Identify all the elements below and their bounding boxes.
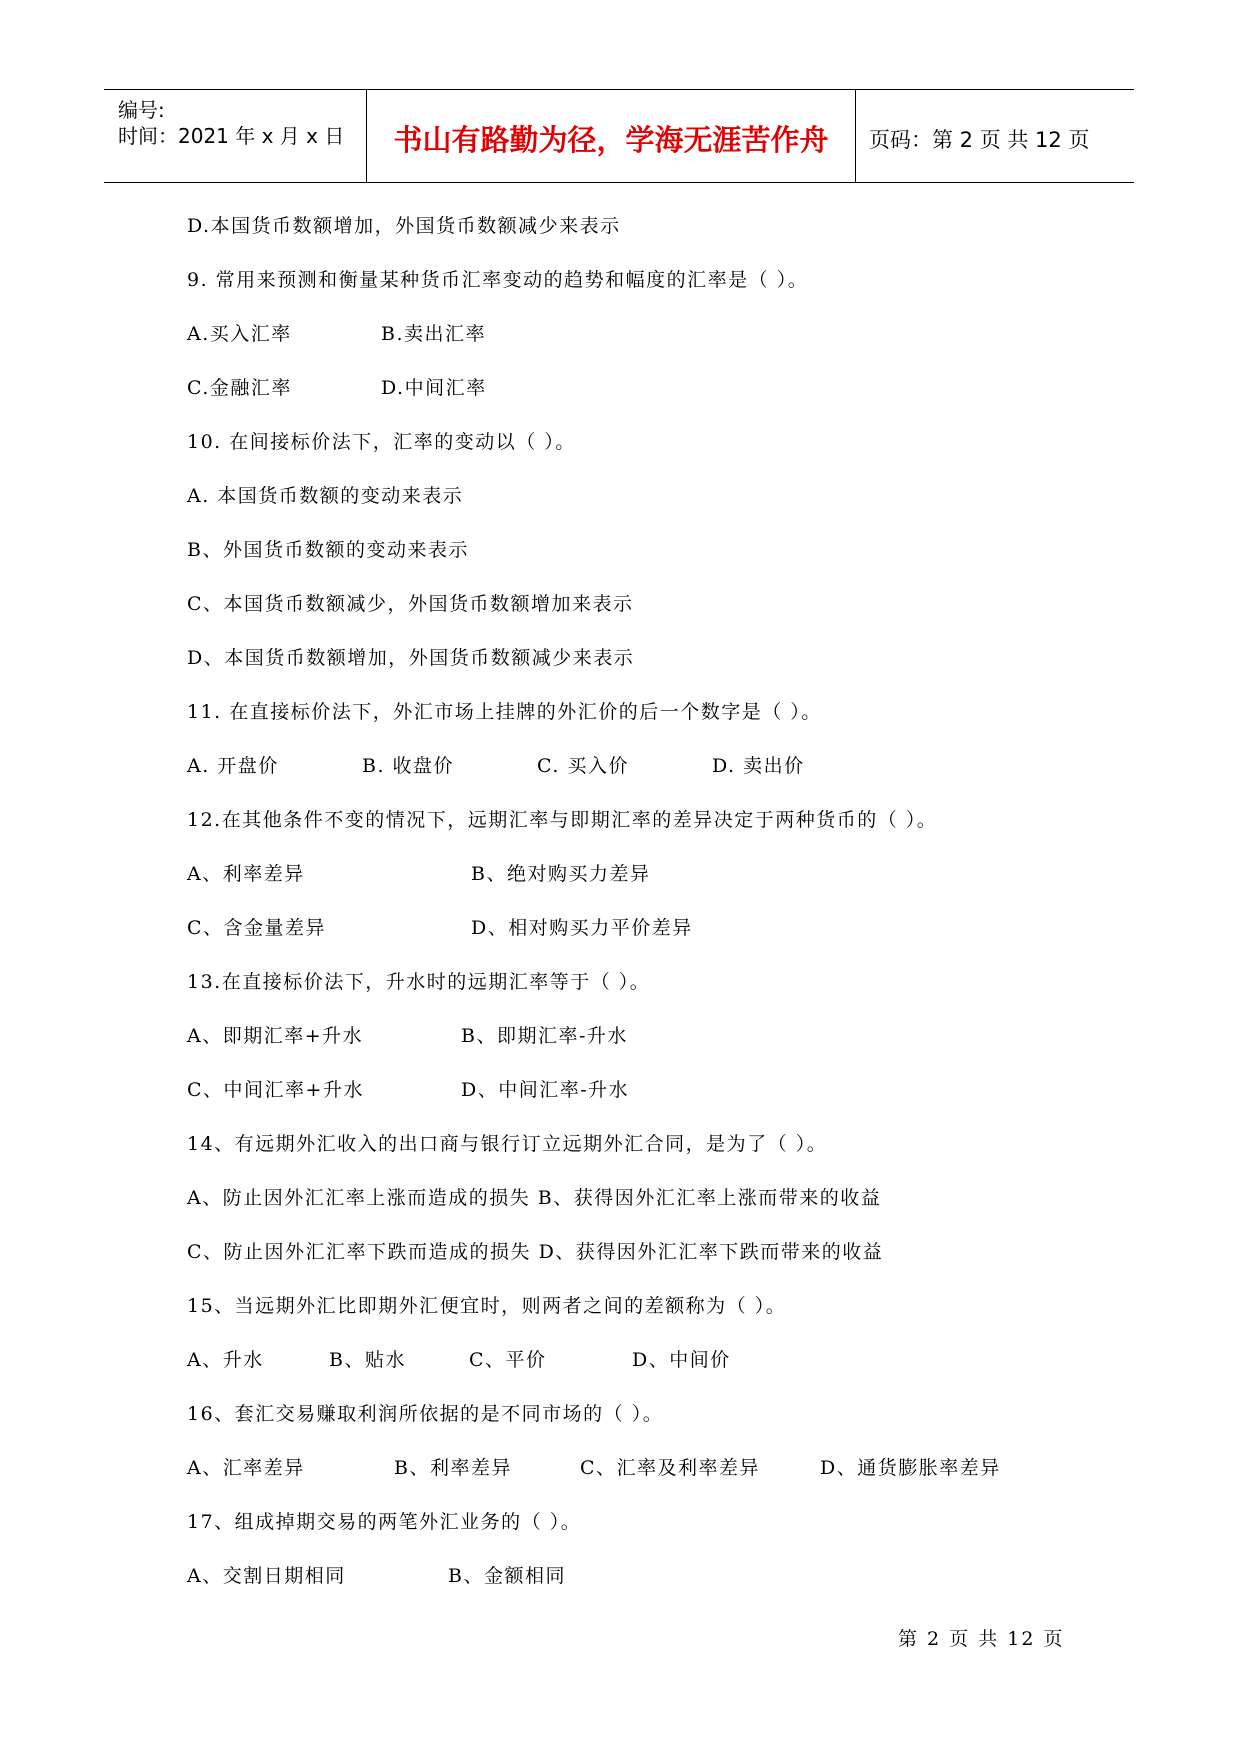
option-c: C、含金量差异	[187, 917, 327, 939]
document-time-label: 时间：2021 年 x 月 x 日	[118, 124, 345, 148]
page-header	[104, 89, 1134, 183]
option-b: B、贴水	[329, 1349, 406, 1371]
option-a: A、汇率差异	[187, 1457, 305, 1479]
option-c: C. 买入价	[537, 755, 629, 777]
option-b: B、绝对购买力差异	[471, 863, 651, 885]
option-d: D、中间汇率-升水	[461, 1079, 630, 1101]
option-d: D、中间价	[632, 1349, 731, 1371]
question-17: 17、组成掉期交易的两笔外汇业务的（ ）。	[187, 1511, 582, 1533]
option-b: B、利率差异	[394, 1457, 512, 1479]
header-middle-cell	[366, 90, 856, 182]
question-16: 16、套汇交易赚取利润所依据的是不同市场的（ ）。	[187, 1403, 664, 1425]
header-page-info: 页码：第 2 页 共 12 页	[869, 128, 1090, 152]
question-11: 11. 在直接标价法下，外汇市场上挂牌的外汇价的后一个数字是（ ）。	[187, 701, 822, 723]
option-a: A. 本国货币数额的变动来表示	[187, 485, 464, 507]
option-row: A、防止因外汇汇率上涨而造成的损失 B、获得因外汇汇率上涨而带来的收益	[187, 1187, 882, 1209]
option-b: B、外国货币数额的变动来表示	[187, 539, 469, 561]
header-right-cell	[855, 90, 1134, 182]
option-c: C.金融汇率	[187, 377, 292, 399]
text-line: D.本国货币数额增加，外国货币数额减少来表示	[187, 215, 621, 237]
question-14: 14、有远期外汇收入的出口商与银行订立远期外汇合同，是为了（ ）。	[187, 1133, 828, 1155]
option-d: D、相对购买力平价差异	[471, 917, 693, 939]
option-b: B.卖出汇率	[381, 323, 487, 345]
option-row: C、防止因外汇汇率下跌而造成的损失 D、获得因外汇汇率下跌而带来的收益	[187, 1241, 884, 1263]
option-d: D、本国货币数额增加，外国货币数额减少来表示	[187, 647, 635, 669]
option-b: B、金额相同	[448, 1565, 566, 1587]
option-b: B. 收盘价	[362, 755, 455, 777]
question-9: 9. 常用来预测和衡量某种货币汇率变动的趋势和幅度的汇率是（ ）。	[187, 269, 809, 291]
option-c: C、汇率及利率差异	[580, 1457, 761, 1479]
option-b: B、即期汇率-升水	[461, 1025, 628, 1047]
option-a: A、利率差异	[187, 863, 305, 885]
option-a: A、升水	[187, 1349, 264, 1371]
option-a: A. 开盘价	[187, 755, 279, 777]
option-d: D、通货膨胀率差异	[820, 1457, 1001, 1479]
option-a: A.买入汇率	[187, 323, 292, 345]
question-13: 13.在直接标价法下，升水时的远期汇率等于（ ）。	[187, 971, 651, 993]
option-c: C、平价	[469, 1349, 547, 1371]
option-d: D.中间汇率	[381, 377, 487, 399]
question-15: 15、当远期外汇比即期外汇便宜时，则两者之间的差额称为（ ）。	[187, 1295, 787, 1317]
header-left-cell	[104, 90, 366, 182]
option-a: A、交割日期相同	[187, 1565, 346, 1587]
header-motto: 书山有路勤为径，学海无涯苦作舟	[393, 123, 829, 157]
option-d: D. 卖出价	[712, 755, 805, 777]
page-footer: 第 2 页 共 12 页	[898, 1628, 1065, 1650]
question-12: 12.在其他条件不变的情况下，远期汇率与即期汇率的差异决定于两种货币的（ ）。	[187, 809, 938, 831]
document-number-label: 编号:	[118, 98, 165, 122]
option-c: C、中间汇率+升水	[187, 1079, 364, 1101]
question-10: 10. 在间接标价法下，汇率的变动以（ ）。	[187, 431, 576, 453]
option-c: C、本国货币数额减少，外国货币数额增加来表示	[187, 593, 634, 615]
option-a: A、即期汇率+升水	[187, 1025, 364, 1047]
